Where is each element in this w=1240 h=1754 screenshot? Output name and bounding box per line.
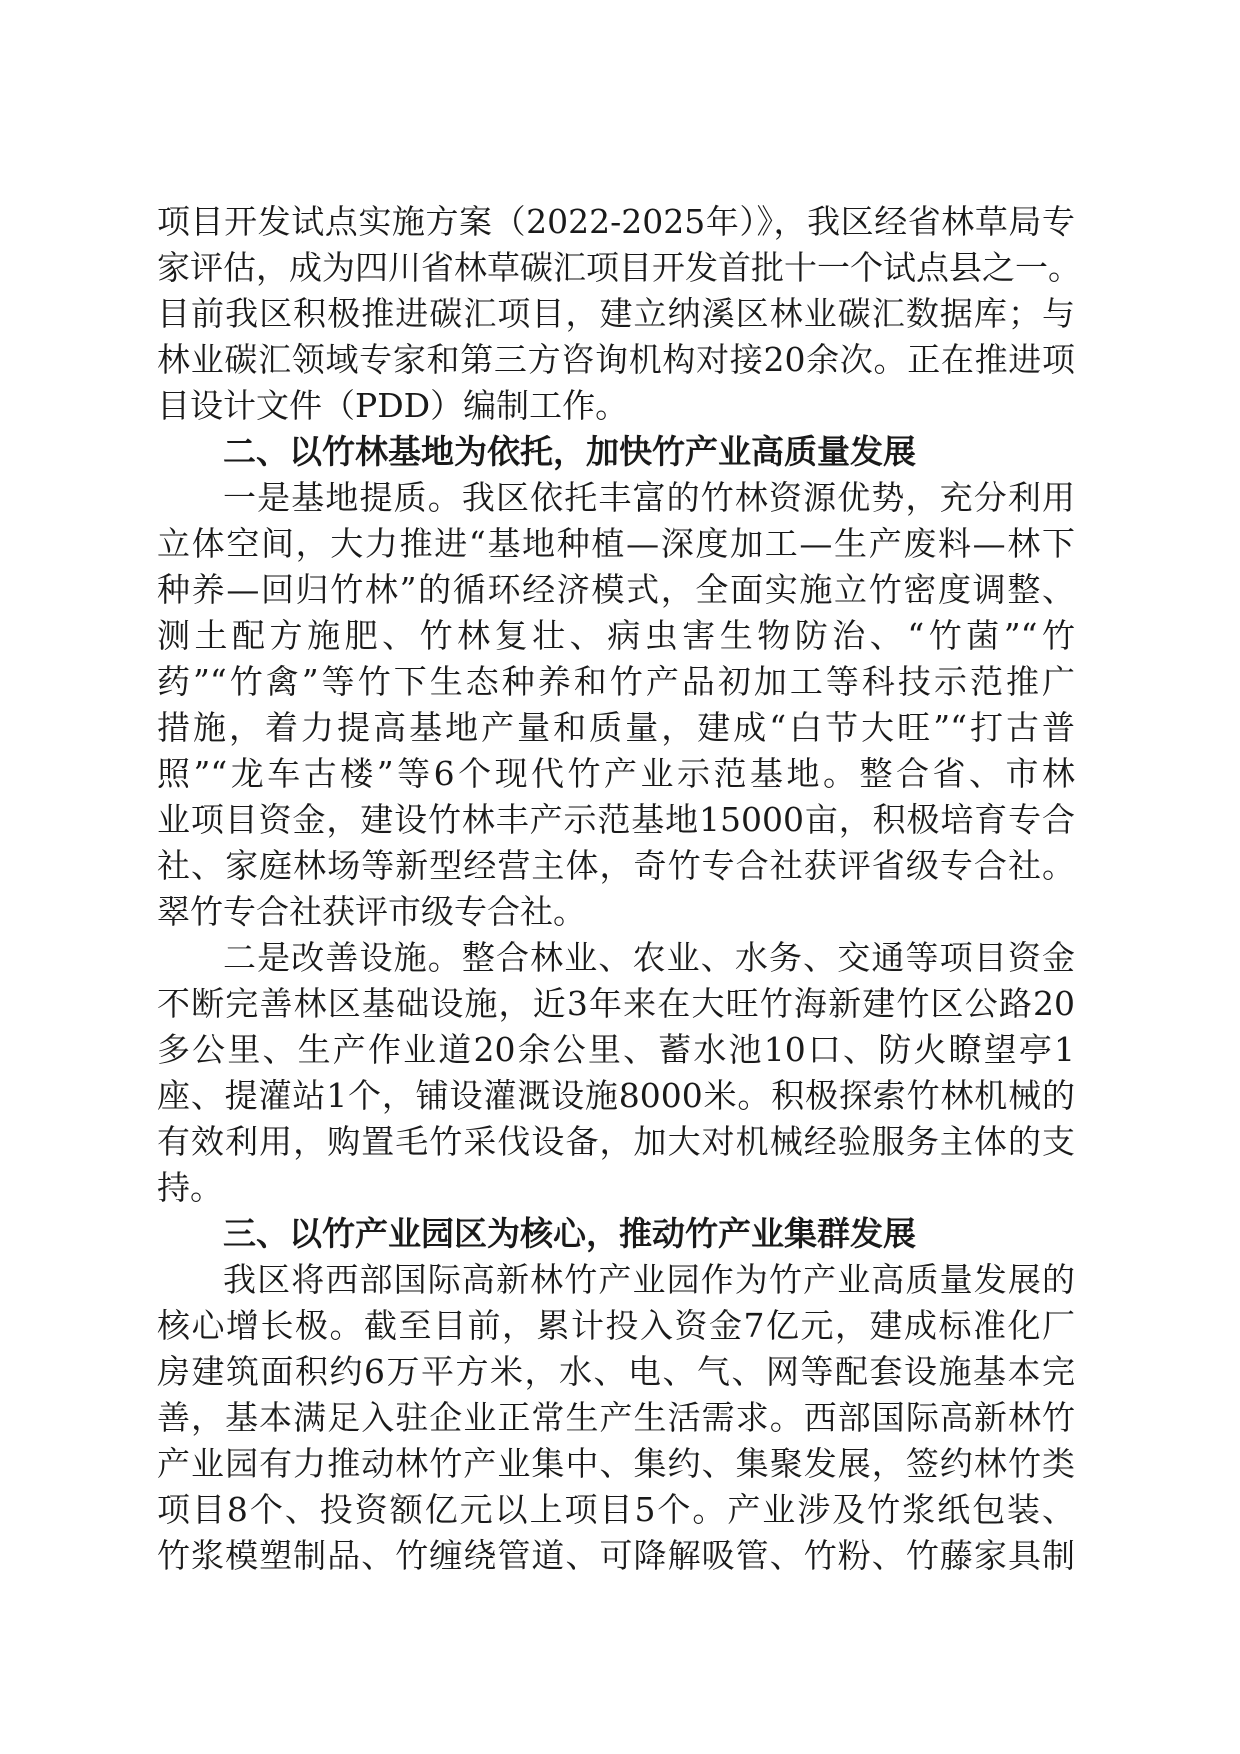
paragraph-4-line-6: 项目8个、投资额亿元以上项目5个。产业涉及竹浆纸包装、	[157, 1490, 1075, 1529]
paragraph-4-line-3: 房建筑面积约6万平方米，水、电、气、网等配套设施基本完	[157, 1352, 1075, 1391]
paragraph-2-line-9: 社、家庭林场等新型经营主体，奇竹专合社获评省级专合社。	[157, 846, 1075, 885]
paragraph-1-line-1: 项目开发试点实施方案（2022-2025年）》，我区经省林草局专	[157, 202, 1075, 241]
paragraph-4-line-4: 善，基本满足入驻企业正常生产生活需求。西部国际高新林竹	[157, 1398, 1075, 1437]
paragraph-2-line-8: 业项目资金，建设竹林丰产示范基地15000亩，积极培育专合	[157, 800, 1075, 839]
paragraph-4-line-7: 竹浆模塑制品、竹缠绕管道、可降解吸管、竹粉、竹藤家具制	[157, 1536, 1075, 1575]
paragraph-2-line-2: 立体空间，大力推进“基地种植—深度加工—生产废料—林下	[157, 524, 1075, 563]
paragraph-2-line-10: 翠竹专合社获评市级专合社。	[157, 892, 586, 931]
paragraph-2-line-4: 测土配方施肥、竹林复壮、病虫害生物防治、“竹菌”“竹	[157, 616, 1075, 655]
paragraph-4-line-5: 产业园有力推动林竹产业集中、集约、集聚发展，签约林竹类	[157, 1444, 1075, 1483]
paragraph-3-line-5: 有效利用，购置毛竹采伐设备，加大对机械经验服务主体的支	[157, 1122, 1075, 1161]
section-heading-3: 三、以竹产业园区为核心，推动竹产业集群发展	[223, 1214, 916, 1253]
paragraph-1-line-3: 目前我区积极推进碳汇项目，建立纳溪区林业碳汇数据库；与	[157, 294, 1075, 333]
paragraph-1-line-5: 目设计文件（PDD）编制工作。	[157, 386, 629, 425]
section-heading-2: 二、以竹林基地为依托，加快竹产业高质量发展	[223, 432, 916, 471]
paragraph-2-line-1: 一是基地提质。我区依托丰富的竹林资源优势，充分利用	[223, 478, 1075, 517]
paragraph-1-line-2: 家评估，成为四川省林草碳汇项目开发首批十一个试点县之一。	[157, 248, 1081, 287]
paragraph-3-line-3: 多公里、生产作业道20余公里、蓄水池10口、防火瞭望亭1	[157, 1030, 1075, 1069]
paragraph-3-line-2: 不断完善林区基础设施，近3年来在大旺竹海新建竹区公路20	[157, 984, 1075, 1023]
paragraph-2-line-6: 措施，着力提高基地产量和质量，建成“白节大旺”“打古普	[157, 708, 1075, 747]
paragraph-2-line-5: 药”“竹禽”等竹下生态种养和竹产品初加工等科技示范推广	[157, 662, 1075, 701]
paragraph-3-line-1: 二是改善设施。整合林业、农业、水务、交通等项目资金	[223, 938, 1075, 977]
paragraph-3-line-4: 座、提灌站1个，铺设灌溉设施8000米。积极探索竹林机械的	[157, 1076, 1075, 1115]
paragraph-4-line-2: 核心增长极。截至目前，累计投入资金7亿元，建成标准化厂	[157, 1306, 1075, 1345]
paragraph-3-line-6: 持。	[157, 1168, 223, 1207]
paragraph-4-line-1: 我区将西部国际高新林竹产业园作为竹产业高质量发展的	[223, 1260, 1075, 1299]
paragraph-1-line-4: 林业碳汇领域专家和第三方咨询机构对接20余次。正在推进项	[157, 340, 1075, 379]
paragraph-2-line-7: 照”“龙车古楼”等6个现代竹产业示范基地。整合省、市林	[157, 754, 1075, 793]
paragraph-2-line-3: 种养—回归竹林”的循环经济模式，全面实施立竹密度调整、	[157, 570, 1075, 609]
